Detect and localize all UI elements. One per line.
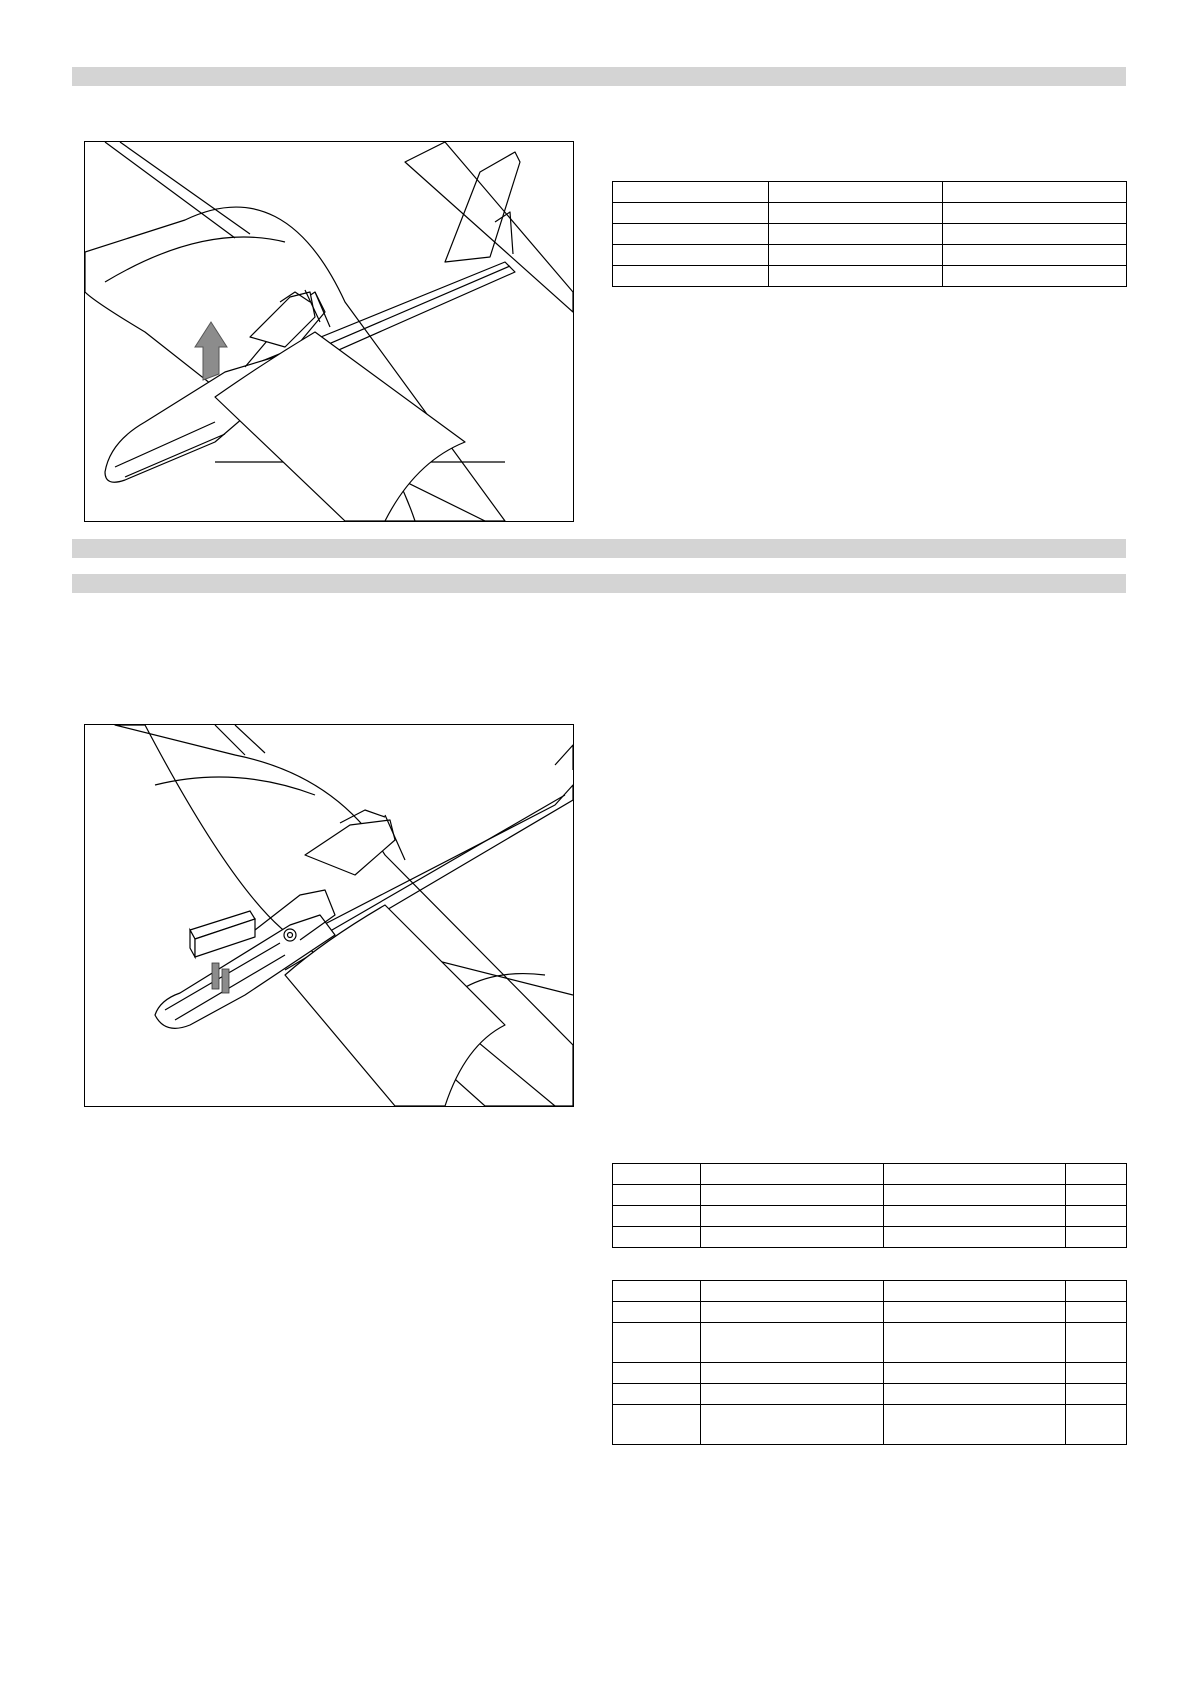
- table-cell: [884, 1323, 1066, 1363]
- glider-battery-installation-illustration: [85, 725, 573, 1106]
- table-row: [613, 245, 1127, 266]
- table-cell: [613, 1302, 701, 1323]
- table-row: [613, 1323, 1127, 1363]
- table-cell: [613, 245, 769, 266]
- table-row: [613, 182, 1127, 203]
- table-cell: [613, 182, 769, 203]
- table-cell: [769, 224, 943, 245]
- table-cell: [701, 1164, 884, 1185]
- table-cell: [769, 266, 943, 287]
- table-cell: [613, 1206, 701, 1227]
- table-cell: [884, 1206, 1066, 1227]
- table-cell: [1066, 1384, 1127, 1405]
- table-cell: [884, 1363, 1066, 1384]
- table-row: [613, 1363, 1127, 1384]
- table-cell: [884, 1384, 1066, 1405]
- table-cell: [701, 1185, 884, 1206]
- section-header-band-middle-1: [72, 539, 1126, 558]
- table-cell: [613, 1405, 701, 1445]
- table-cell: [701, 1206, 884, 1227]
- table-cell: [1066, 1206, 1127, 1227]
- table-row: [613, 1281, 1127, 1302]
- table-cell: [943, 245, 1127, 266]
- table-row: [613, 1227, 1127, 1248]
- table-cell: [1066, 1281, 1127, 1302]
- table-cell: [613, 266, 769, 287]
- glider-canopy-removal-illustration: [85, 142, 573, 521]
- table-row: [613, 1405, 1127, 1445]
- table-cell: [1066, 1405, 1127, 1445]
- table-cell: [1066, 1185, 1127, 1206]
- table-cell: [701, 1323, 884, 1363]
- table-cell: [943, 182, 1127, 203]
- table-cell: [613, 203, 769, 224]
- table-row: [613, 1164, 1127, 1185]
- table-cell: [701, 1363, 884, 1384]
- table-cell: [613, 1281, 701, 1302]
- table-cell: [613, 1363, 701, 1384]
- table-row: [613, 1206, 1127, 1227]
- table-cell: [613, 1227, 701, 1248]
- table-cell: [1066, 1302, 1127, 1323]
- table-cell: [701, 1302, 884, 1323]
- table-cell: [613, 1384, 701, 1405]
- section-header-band-middle-2: [72, 574, 1126, 593]
- table-bottom-right: [612, 1280, 1127, 1445]
- table-cell: [884, 1185, 1066, 1206]
- table-row: [613, 1384, 1127, 1405]
- table-row: [613, 266, 1127, 287]
- table-cell: [943, 266, 1127, 287]
- table-cell: [769, 182, 943, 203]
- table-cell: [1066, 1227, 1127, 1248]
- table-cell: [613, 1164, 701, 1185]
- table-row: [613, 224, 1127, 245]
- table-cell: [884, 1164, 1066, 1185]
- table-row: [613, 1302, 1127, 1323]
- table-top-right: [612, 181, 1127, 287]
- table-cell: [884, 1302, 1066, 1323]
- table-cell: [701, 1405, 884, 1445]
- table-cell: [884, 1227, 1066, 1248]
- table-cell: [1066, 1164, 1127, 1185]
- table-mid-right: [612, 1163, 1127, 1248]
- table-row: [613, 203, 1127, 224]
- table-cell: [701, 1281, 884, 1302]
- table-cell: [884, 1405, 1066, 1445]
- glider-canopy-removal-figure: [84, 141, 574, 522]
- section-header-band-top: [72, 67, 1126, 86]
- table-cell: [701, 1384, 884, 1405]
- table-cell: [943, 203, 1127, 224]
- table-cell: [769, 203, 943, 224]
- table-cell: [943, 224, 1127, 245]
- table-cell: [884, 1281, 1066, 1302]
- table-cell: [769, 245, 943, 266]
- table-cell: [701, 1227, 884, 1248]
- table-cell: [1066, 1363, 1127, 1384]
- table-row: [613, 1185, 1127, 1206]
- table-cell: [613, 1185, 701, 1206]
- glider-battery-installation-figure: [84, 724, 574, 1107]
- table-cell: [613, 224, 769, 245]
- table-cell: [613, 1323, 701, 1363]
- table-cell: [1066, 1323, 1127, 1363]
